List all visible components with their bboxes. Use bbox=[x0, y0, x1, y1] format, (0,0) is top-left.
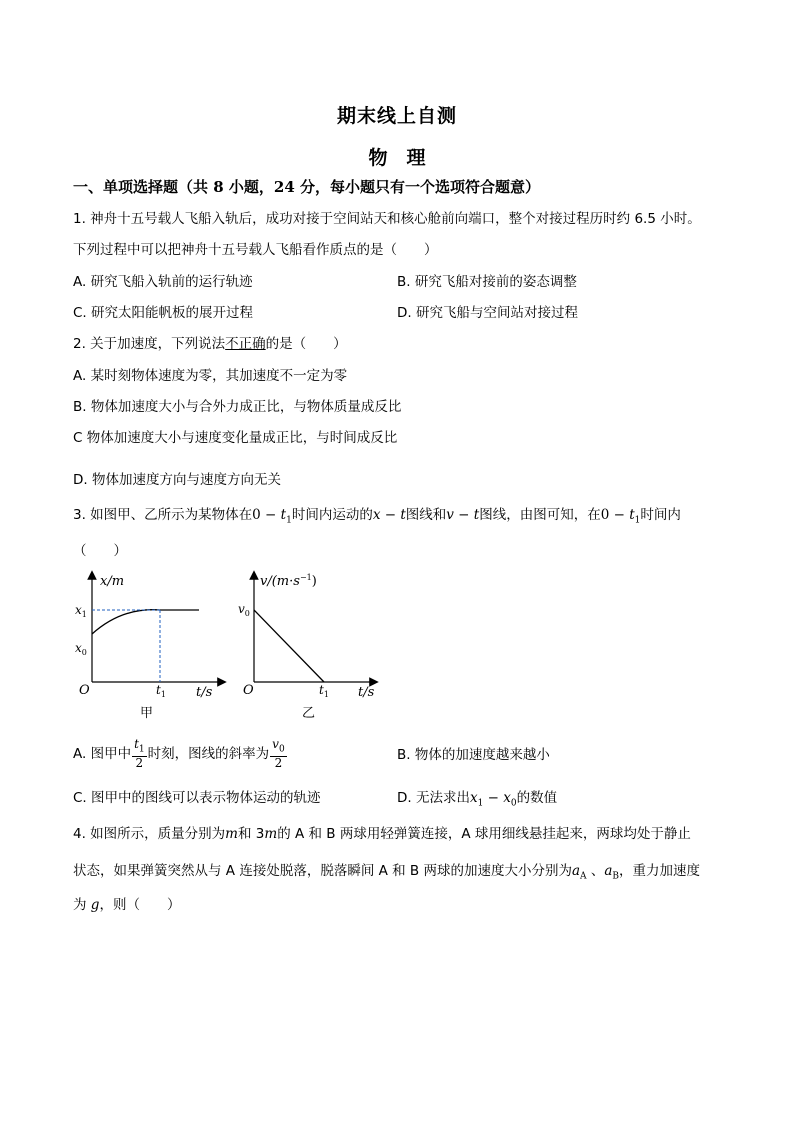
graph-xt-t1-letter: t bbox=[156, 683, 161, 697]
q2-stem bbox=[73, 332, 347, 352]
q1-option-d: D. 研究飞船与空间站对接过程 bbox=[397, 305, 578, 321]
q4-accel-b: a bbox=[604, 863, 613, 879]
frac-den-2b: 2 bbox=[274, 756, 283, 771]
q3-option-d-minus: − bbox=[483, 790, 504, 806]
q3-stem-part5: 时间内 bbox=[640, 507, 681, 523]
graph-vt bbox=[234, 567, 394, 727]
q2-stem-underlined: 不正确 bbox=[225, 336, 266, 352]
frac-t: t bbox=[134, 737, 139, 751]
q2-option-b: B. 物体加速度大小与合外力成正比，与物体质量成反比 bbox=[73, 399, 402, 415]
q4-line2-a: 状态，如果弹簧突然从与 A 连接处脱落，脱落瞬间 A 和 B 两球的加速度大小分别为 bbox=[73, 863, 572, 879]
q3-option-b: B. 物体的加速度越来越小 bbox=[397, 747, 550, 763]
graph-xt-y-label: x/m bbox=[100, 574, 125, 589]
q2-option-c: C 物体加速度大小与速度变化量成正比，与时间成反比 bbox=[73, 430, 398, 446]
q4-line1-a: 4. 如图所示，质量分别为 bbox=[73, 826, 226, 842]
q3-option-a-pre: A. 图甲中 bbox=[73, 746, 132, 763]
graph-xt-x1-sub: 1 bbox=[81, 610, 87, 619]
q3-option-d-x0-sub: 0 bbox=[510, 798, 517, 809]
q1-line1: 1. 神舟十五号载人飞船入轨后，成功对接于空间站天和核心舱前向端口，整个对接过程历时约 6.5 小时。 bbox=[73, 211, 701, 227]
q1-option-a: A. 研究飞船入轨前的运行轨迹 bbox=[73, 274, 253, 290]
q4-mass-3m: m bbox=[264, 826, 278, 842]
q4-accel-a-sub: A bbox=[580, 871, 587, 882]
q3-option-d-post: 的数值 bbox=[516, 790, 558, 806]
graph-vt-t1-label bbox=[319, 683, 329, 699]
graph-xt-t1-label bbox=[156, 683, 166, 699]
graph-vt-t1-letter: t bbox=[319, 683, 324, 697]
q3-stem-part3: 图线和 bbox=[405, 507, 447, 523]
q4-line2 bbox=[73, 859, 700, 882]
graph-xt-x1-label bbox=[75, 603, 87, 619]
q4-gravity-g: g bbox=[90, 897, 100, 913]
graph-vt-y-label-close: ) bbox=[311, 574, 317, 589]
q2-option-a: A. 某时刻物体速度为零，其加速度不一定为零 bbox=[73, 368, 348, 384]
q3-option-d bbox=[397, 786, 557, 809]
frac-v-sub: 0 bbox=[278, 744, 285, 755]
q3-option-d-x1-sub: 1 bbox=[477, 798, 484, 809]
q3-xt: x − t bbox=[372, 507, 406, 523]
graph-xt-curve bbox=[92, 610, 199, 634]
graph-vt-v0-label bbox=[238, 602, 250, 618]
graph-vt-caption: 乙 bbox=[302, 706, 316, 721]
q3-t1: t bbox=[280, 507, 287, 523]
q1-line2: 下列过程中可以把神舟十五号载人飞船看作质点的是（ ） bbox=[73, 242, 438, 258]
q4-line2-b: ，重力加速度 bbox=[619, 863, 701, 879]
graph-vt-t1-sub: 1 bbox=[323, 690, 329, 699]
graph-xt-x1-letter: x bbox=[75, 603, 82, 617]
q3-t1-sub-b: 1 bbox=[634, 515, 641, 526]
graph-xt-x0-letter: x bbox=[75, 641, 82, 655]
graph-vt-y-label bbox=[260, 573, 317, 589]
graph-vt-v0-sub: 0 bbox=[244, 609, 250, 618]
graph-vt-x-label: t/s bbox=[358, 685, 375, 700]
q3-option-a bbox=[73, 738, 288, 770]
q3-option-d-x1: x bbox=[469, 790, 478, 806]
q4-accel-a: a bbox=[571, 863, 581, 879]
q3-option-c: C. 图甲中的图线可以表示物体运动的轨迹 bbox=[73, 790, 321, 806]
q4-line3 bbox=[73, 893, 180, 913]
q3-stem-part1: 3. 如图甲、乙所示为某物体在 bbox=[73, 507, 253, 523]
q4-accel-b-sub: B bbox=[612, 871, 620, 882]
q4-line3-b: ，则（ ） bbox=[99, 897, 181, 913]
q3-option-a-mid: 时刻，图线的斜率为 bbox=[147, 746, 270, 763]
graph-xt-x-label: t/s bbox=[196, 685, 213, 700]
q3-t1-sub: 1 bbox=[286, 515, 292, 526]
q3-fraction-v0-over-2 bbox=[270, 738, 287, 770]
page-title: 期末线上自测 bbox=[336, 105, 457, 127]
frac-t-sub: 1 bbox=[138, 744, 145, 755]
q3-t1-b: t bbox=[629, 507, 635, 523]
graph-xt-origin: O bbox=[79, 683, 90, 698]
q2-stem-post: 的是（ ） bbox=[265, 336, 347, 352]
graph-xt-t1-sub: 1 bbox=[160, 690, 166, 699]
q4-line1 bbox=[73, 822, 691, 842]
q4-line1-c: 的 A 和 B 两球用轻弹簧连接，A 球用细线悬挂起来，两球均处于静止 bbox=[277, 826, 691, 842]
q3-fraction-t1-over-2 bbox=[132, 738, 147, 770]
graph-xt-x0-label bbox=[75, 641, 87, 657]
graph-xt bbox=[72, 567, 232, 727]
section-heading: 一、单项选择题（共 8 小题，24 分，每小题只有一个选项符合题意） bbox=[73, 178, 540, 196]
graph-vt-line bbox=[254, 610, 324, 682]
graph-vt-v0-letter: v bbox=[238, 602, 245, 616]
q4-mass-m: m bbox=[225, 826, 238, 842]
q2-option-d: D. 物体加速度方向与速度方向无关 bbox=[73, 472, 281, 488]
q1-option-b: B. 研究飞船对接前的姿态调整 bbox=[397, 274, 577, 290]
q2-stem-pre: 2. 关于加速度，下列说法 bbox=[73, 336, 226, 352]
q4-line3-a: 为 bbox=[73, 897, 91, 913]
q3-option-d-x0: x bbox=[503, 790, 511, 806]
graph-vt-y-label-main: v/(m·s bbox=[260, 574, 300, 589]
frac-num-t1 bbox=[132, 738, 147, 757]
q3-stem bbox=[73, 503, 681, 526]
q3-answer-paren: （ ） bbox=[73, 543, 127, 559]
q3-vt: v − t bbox=[446, 507, 480, 523]
subject-heading: 物 理 bbox=[368, 147, 426, 169]
q3-stem-part4: 图线，由图可知，在 bbox=[479, 507, 601, 523]
q3-range2-start: 0 − bbox=[600, 507, 630, 523]
frac-v: v bbox=[272, 737, 279, 751]
q3-option-d-pre: D. 无法求出 bbox=[397, 790, 470, 806]
graph-vt-origin: O bbox=[243, 683, 254, 698]
graph-vt-y-label-exp: −1 bbox=[299, 573, 312, 582]
q4-line1-b: 和 3 bbox=[237, 826, 265, 842]
q1-option-c: C. 研究太阳能帆板的展开过程 bbox=[73, 305, 254, 321]
frac-den-2: 2 bbox=[135, 756, 144, 771]
graph-xt-caption: 甲 bbox=[140, 706, 154, 721]
frac-num-v0 bbox=[270, 738, 287, 757]
q3-range-start: 0 − bbox=[252, 507, 281, 523]
graph-xt-x0-sub: 0 bbox=[81, 648, 87, 657]
q4-separator: 、 bbox=[586, 863, 605, 879]
q3-stem-part2: 时间内运动的 bbox=[291, 507, 373, 523]
